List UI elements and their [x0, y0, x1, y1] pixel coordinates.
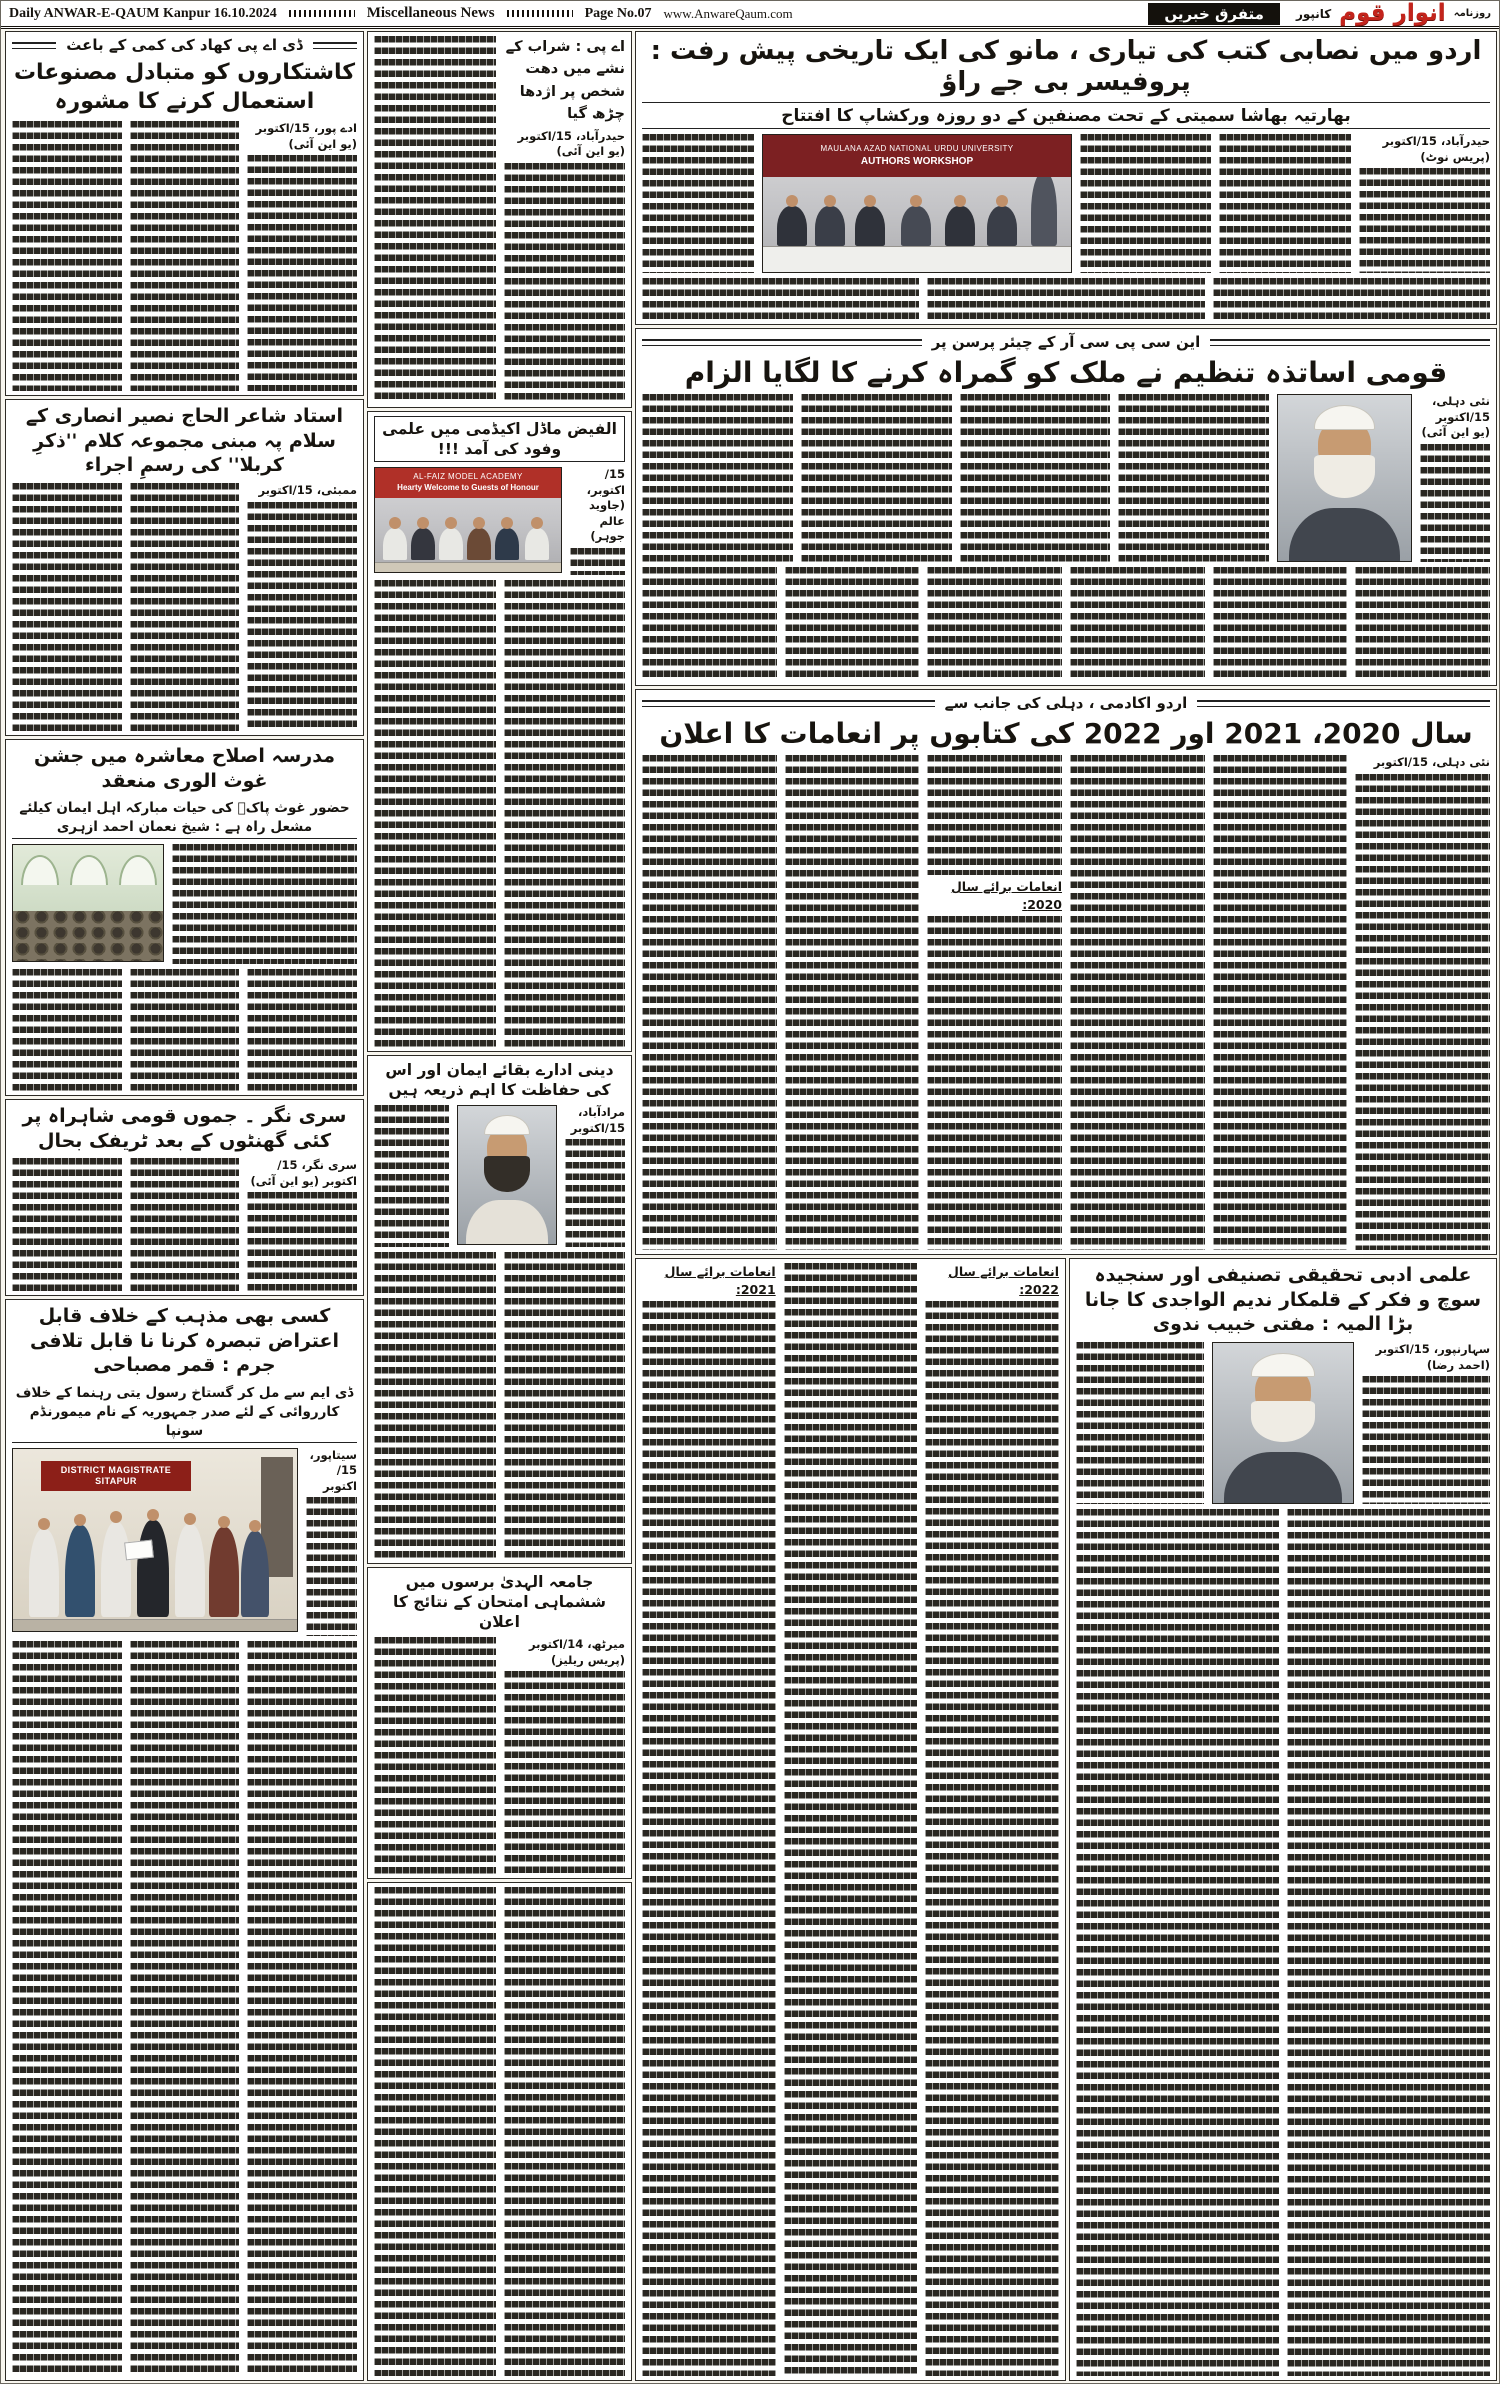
masthead-title: انوار قوم: [1339, 0, 1446, 26]
body-text: [12, 1158, 122, 1291]
dateline: سہارنپور، 15/اکتوبر (احمد رضا): [1375, 1342, 1490, 1372]
banner-text: Hearty Welcome to Guests of Honour: [397, 483, 539, 493]
body-column: [306, 1448, 357, 1636]
body-text: [642, 567, 777, 681]
body-text: [130, 121, 240, 391]
article-body: [12, 483, 357, 731]
awards-2020-subhead: انعامات برائے سال 2020:: [950, 879, 1062, 912]
person-figure: [467, 528, 491, 560]
photo-banner: [763, 135, 1071, 177]
portrait-beard: [1251, 1401, 1315, 1443]
dateline: میرٹھ، 14/اکتوبر (پریس ریلیز): [528, 1637, 625, 1667]
article-awards: [635, 689, 1497, 1255]
awards-2021-subhead: انعامات برائے سال 2021:: [664, 1264, 776, 1297]
article-body: [1076, 1342, 1490, 1504]
article-awards-continued: [635, 1258, 1066, 2381]
body-text: [12, 121, 122, 391]
bold-lead: اے پی : شراب کے نشے میں دھت شخص پر اژدھا چڑھ گیا: [505, 39, 625, 123]
person-figure: [175, 1524, 205, 1617]
subheadline: بھارتیہ بھاشا سمیتی کے تحت مصنفین کے دو روزہ ورکشاپ کا افتتاح: [642, 102, 1490, 129]
dateline: ممبئی، 15/اکتوبر: [258, 483, 357, 498]
person-figure: [383, 528, 407, 560]
body-text: [570, 548, 625, 575]
body-text: [130, 1641, 240, 2376]
daily-title: Daily ANWAR-E-QAUM Kanpur 16.10.2024: [9, 5, 277, 21]
person-figure: [29, 1529, 59, 1617]
article-memo: [5, 1299, 364, 2381]
article-obituary: [1069, 1258, 1497, 2381]
article-body: [374, 1637, 625, 1874]
body-text: [785, 755, 920, 1250]
workshop-photo: [762, 134, 1072, 273]
person-figure: [439, 528, 463, 560]
person-figure: [101, 1522, 131, 1617]
headline: سال 2020، 2021 اور 2022 کی کتابوں پر انعامات کا اعلان: [659, 717, 1473, 750]
body-text: [504, 163, 626, 403]
masthead-city: کانپور: [1295, 6, 1332, 21]
body-text: [1219, 134, 1350, 273]
body-text: [642, 134, 754, 273]
body-column: [247, 483, 357, 731]
headline: الفیض ماڈل اکیڈمی میں علمی وفود کی آمد !!!: [382, 420, 617, 459]
article-body: [12, 1158, 357, 1291]
obituary-portrait-photo: [1212, 1342, 1354, 1504]
banner-text: MAULANA AZAD NATIONAL URDU UNIVERSITY: [820, 144, 1014, 154]
body-text: [1362, 1376, 1490, 1504]
website-url: www.AnwareQaum.com: [663, 5, 793, 21]
body-text: [642, 394, 793, 562]
dais: [375, 562, 561, 572]
article-body: [642, 394, 1490, 562]
person-figure: [777, 206, 807, 246]
body-text: [784, 1263, 918, 2376]
floor: [13, 1619, 297, 1631]
dateline: نئی دہلی، 15/اکتوبر: [1373, 755, 1490, 770]
body-text: [172, 844, 357, 964]
body-text: [1080, 134, 1211, 273]
photo-row: [12, 844, 357, 964]
body-text: [247, 155, 357, 391]
headline: استاد شاعر الحاج نصیر انصاری کے سلام پہ مبنی مجموعہ کلام ''ذکرِ کربلا'' کی رسمِ اجراء: [25, 405, 344, 477]
body-text: [247, 502, 357, 731]
portrait-cap: [1314, 405, 1375, 430]
masthead: [1292, 2, 1491, 25]
body-text: [1355, 567, 1490, 681]
body-text: [504, 580, 626, 1047]
photo-banner: [375, 468, 561, 498]
body-text: [927, 916, 1062, 1250]
person-figure: [209, 1527, 239, 1617]
body-column: [247, 121, 357, 391]
body-text: [374, 36, 496, 403]
body-column: [642, 1263, 776, 2376]
office-sign: DISTRICT MAGISTRATE SITAPUR: [41, 1461, 191, 1491]
body-text: [801, 394, 952, 562]
headline: مدرسہ اصلاح معاشرہ میں جشن غوث الوری منعقد: [34, 745, 335, 792]
body-text: [1287, 1509, 1490, 2376]
body-text: [130, 969, 240, 1091]
article-alfaiz-academy: [367, 411, 632, 1052]
person-figure: [945, 206, 975, 246]
portrait-shoulders: [1224, 1452, 1342, 1503]
body-text: [306, 1497, 357, 1635]
person-figure: [815, 206, 845, 246]
body-column: [504, 36, 626, 403]
body-text: [927, 755, 1062, 875]
awards-2022-subhead: انعامات برائے سال 2022:: [947, 1264, 1059, 1297]
section-title: Miscellaneous News: [366, 5, 495, 21]
photo-row: [374, 467, 625, 575]
portrait-shoulders: [1289, 508, 1401, 561]
dateline: نئی دہلی، 15/اکتوبر (یو این آئی): [1421, 394, 1490, 440]
body-text: [1076, 1342, 1204, 1504]
article-body: [12, 1641, 357, 2376]
headline: قومی اساتذہ تنظیم نے ملک کو گمراہ کرنے کا لگایا الزام: [684, 356, 1448, 389]
body-text: [1070, 567, 1205, 681]
person-figure: [411, 528, 435, 560]
body-text: [504, 1671, 626, 1874]
body-text: [1070, 755, 1205, 1250]
body-text: [642, 755, 777, 1250]
article-body-bottom: [1076, 1509, 1490, 2376]
portrait-beard: [484, 1156, 529, 1192]
body-text: [374, 1252, 496, 1559]
body-column: [1355, 755, 1490, 1250]
page-number: Page No.07: [584, 5, 652, 21]
masthead-roznama-label: روزنامہ: [1453, 8, 1491, 19]
article-highway-traffic: [5, 1099, 364, 1296]
article-deeni-idare: [367, 1055, 632, 1564]
mosque-gathering-photo: [12, 844, 164, 962]
ornament-rule: [289, 10, 355, 17]
article-zikr-karbala: [5, 399, 364, 736]
article-body-bottom: [642, 567, 1490, 681]
ornament-rule: [507, 10, 573, 17]
headline: علمی ادبی تحقیقی تصنیفی اور سنجیدہ سوچ و فکر کے قلمکار ندیم الواجدی کا جانا بڑا المیہ : مفتی خبیب ندوی: [1084, 1264, 1482, 1336]
body-text: [12, 969, 122, 1091]
subheadline: ڈی ایم سے مل کر گستاخ رسول یتی رہنما کے خلاف کارروائی کے لئے صدر جمہوریہ کے نام میمورنڈم سونپا: [12, 1383, 357, 1443]
dateline: مرادآباد، 15/اکتوبر: [570, 1105, 625, 1135]
body-text: [960, 394, 1111, 562]
kicker: ڈی اے پی کھاد کی کمی کے باعث: [12, 36, 357, 54]
headline: سری نگر ۔ جموں قومی شاہراہ پر کئی گھنٹوں کے بعد ٹریفک بحال: [22, 1105, 347, 1152]
body-text: [374, 580, 496, 1047]
dateline: سری نگر، 15/اکتوبر (یو این آئی): [250, 1158, 357, 1188]
body-text: [374, 1637, 496, 1874]
body-text: [1420, 444, 1490, 562]
article-body: [374, 1252, 625, 1559]
cleric-portrait-photo: [1277, 394, 1412, 562]
body-text: [1355, 774, 1490, 1250]
article-body: [12, 121, 357, 391]
cleric-portrait-photo: [457, 1105, 557, 1245]
subheadline: حضور غوث پاکؒ کی حیات مبارکہ اہل ایمان کیلئے مشعل راہ ہے : شیخ نعمان احمد ازہری: [12, 798, 357, 839]
body-column: [1359, 134, 1490, 273]
body-text: [12, 483, 122, 731]
headline: جامعہ الہدیٰ برسوں میں ششماہی امتحان کے نتائج کا اعلان: [393, 1573, 606, 1632]
dateline: حیدرآباد، 15/اکتوبر (پریس نوٹ): [1382, 134, 1490, 164]
body-column: [565, 1105, 625, 1247]
article-ncpcr: [635, 328, 1497, 686]
body-text: [130, 483, 240, 731]
article-body: [374, 580, 625, 1047]
person-figure: [65, 1525, 95, 1617]
body-text: [1213, 278, 1490, 320]
body-text: [374, 1887, 496, 2376]
dateline: حیدرآباد، 15/اکتوبر (یو این آئی): [517, 128, 625, 159]
portrait-shoulders: [466, 1200, 548, 1244]
article-manuu-workshop: [635, 31, 1497, 325]
dm-figure: [137, 1520, 169, 1617]
body-text: [1213, 567, 1348, 681]
body-text: [785, 567, 920, 681]
portrait-beard: [1314, 455, 1375, 498]
body-text: [927, 567, 1062, 681]
body-column: [247, 1158, 357, 1291]
body-text: [504, 1252, 626, 1559]
article-body-bottom: [642, 278, 1490, 320]
portrait-cap: [1251, 1353, 1315, 1377]
body-text: [1213, 755, 1348, 1250]
dais: [763, 246, 1071, 272]
main-headline: اردو میں نصابی کتب کی تیاری ، مانو کی ایک تاریخی پیش رفت : پروفیسر بی جے راؤ: [650, 36, 1482, 97]
dm-office-photo: [12, 1448, 298, 1632]
article-memo-continued: [367, 1882, 632, 2381]
body-text: [642, 278, 919, 320]
body-text: [1118, 394, 1269, 562]
section-urdu-badge: متفرق خبریں: [1148, 3, 1280, 25]
body-text: [565, 1139, 625, 1247]
photo-row: [374, 1105, 625, 1247]
person-figure: [901, 206, 931, 246]
body-text: [642, 1301, 776, 2376]
academy-photo: [374, 467, 562, 573]
body-column: [1420, 394, 1490, 562]
body-text: [1359, 168, 1490, 273]
article-body: [374, 1887, 625, 2376]
article-body: [642, 755, 1490, 1250]
portrait-cap: [484, 1115, 529, 1136]
dateline: سیتاپور، 15/اکتوبر: [309, 1447, 357, 1493]
body-column: [925, 1263, 1059, 2376]
page-header: [1, 1, 1499, 29]
dateline: 15/اکتوبر، (جاوید عالم جوہر): [586, 467, 625, 544]
body-text: [374, 1105, 449, 1247]
memorandum-paper: [124, 1539, 154, 1560]
body-text: [247, 1641, 357, 2376]
body-column: [1362, 1342, 1490, 1504]
body-text: [247, 969, 357, 1091]
speaker-figure: [1031, 172, 1057, 246]
article-body: [642, 134, 1490, 273]
body-column: [927, 755, 1062, 1250]
person-figure: [987, 206, 1017, 246]
body-text: [12, 1641, 122, 2376]
article-ap-snake: [367, 31, 632, 408]
body-text: [130, 1158, 240, 1291]
dateline: ادے پور، 15/اکتوبر (یو این آئی): [255, 121, 357, 151]
person-figure: [525, 528, 549, 560]
kicker: این سی پی سی آر کے چیئر پرسن پر: [642, 333, 1490, 351]
banner-text: AL-FAIZ MODEL ACADEMY: [413, 472, 523, 482]
kicker: اردو اکادمی ، دہلی کی جانب سے: [642, 694, 1490, 712]
article-body: [642, 1263, 1059, 2376]
headline: کاشتکاروں کو متبادل مصنوعات استعمال کرنے کا مشورہ: [13, 60, 356, 114]
person-figure: [855, 206, 885, 246]
crowd: [13, 911, 163, 961]
banner-text: AUTHORS WORKSHOP: [860, 155, 974, 167]
headline: دینی ادارے بقائے ایمان اور اس کی حفاظت کا اہم ذریعہ ہیں: [385, 1061, 614, 1100]
body-column: [570, 467, 625, 575]
body-text: [925, 1301, 1059, 2376]
headline: کسی بھی مذہب کے خلاف قابل اعتراض تبصرہ کرنا نا قابل تلافی جرم : قمر مصباحی: [29, 1305, 340, 1377]
person-figure: [241, 1531, 269, 1617]
person-figure: [495, 528, 519, 560]
body-text: [504, 1887, 626, 2376]
article-body: [374, 36, 625, 403]
article-madrasa-jashn: [5, 739, 364, 1096]
photo-row: [12, 1448, 357, 1636]
body-text: [1076, 1509, 1279, 2376]
body-column: [504, 1637, 626, 1874]
body-text: [247, 1192, 357, 1291]
article-body: [12, 969, 357, 1091]
body-text: [927, 278, 1204, 320]
article-dap-fertilizer: [5, 31, 364, 396]
article-jamia-results: [367, 1567, 632, 1879]
